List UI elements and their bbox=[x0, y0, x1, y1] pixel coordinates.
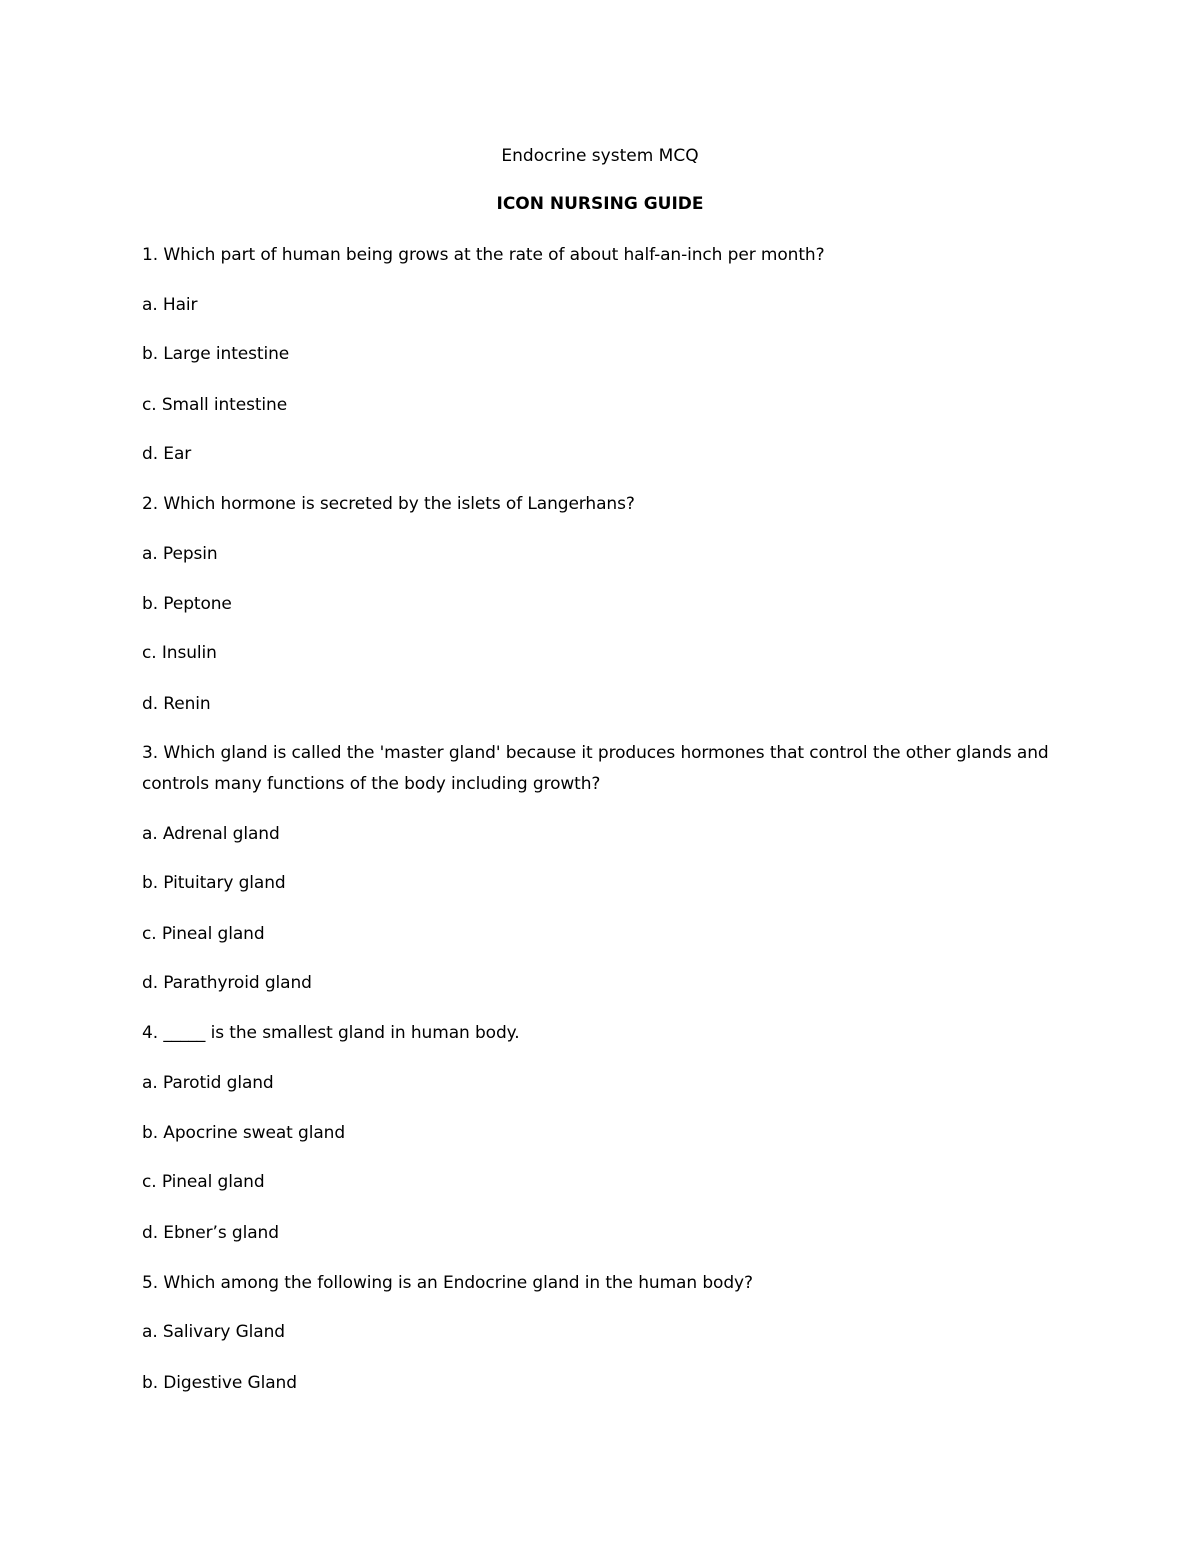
question-4-option-a: a. Parotid gland bbox=[142, 1073, 274, 1093]
question-3-option-c: c. Pineal gland bbox=[142, 924, 265, 944]
question-2: 2. Which hormone is secreted by the islets of Langerhans? bbox=[142, 494, 635, 514]
question-4-option-d: d. Ebner’s gland bbox=[142, 1223, 279, 1243]
question-2-option-a: a. Pepsin bbox=[142, 544, 218, 564]
document-title: Endocrine system MCQ bbox=[501, 146, 699, 166]
question-3-option-b: b. Pituitary gland bbox=[142, 873, 286, 893]
question-2-option-d: d. Renin bbox=[142, 694, 211, 714]
question-2-option-b: b. Peptone bbox=[142, 594, 232, 614]
question-3-option-d: d. Parathyroid gland bbox=[142, 973, 312, 993]
question-4: 4. _____ is the smallest gland in human body. bbox=[142, 1023, 520, 1043]
question-1-option-a: a. Hair bbox=[142, 295, 198, 315]
question-1-option-d: d. Ear bbox=[142, 444, 192, 464]
question-5-option-b: b. Digestive Gland bbox=[142, 1373, 297, 1393]
question-5-option-a: a. Salivary Gland bbox=[142, 1322, 285, 1342]
question-3: 3. Which gland is called the 'master gland' because it produces hormones that control the other glands and controls many functions of the body including growth? bbox=[142, 743, 1049, 794]
question-4-option-b: b. Apocrine sweat gland bbox=[142, 1123, 346, 1143]
question-5: 5. Which among the following is an Endocrine gland in the human body? bbox=[142, 1273, 753, 1293]
question-4-option-c: c. Pineal gland bbox=[142, 1172, 265, 1192]
question-3-option-a: a. Adrenal gland bbox=[142, 824, 280, 844]
question-1: 1. Which part of human being grows at the rate of about half-an-inch per month? bbox=[142, 245, 825, 265]
question-2-option-c: c. Insulin bbox=[142, 643, 217, 663]
question-1-option-c: c. Small intestine bbox=[142, 395, 288, 415]
question-1-option-b: b. Large intestine bbox=[142, 344, 290, 364]
document-subtitle: ICON NURSING GUIDE bbox=[496, 194, 704, 214]
